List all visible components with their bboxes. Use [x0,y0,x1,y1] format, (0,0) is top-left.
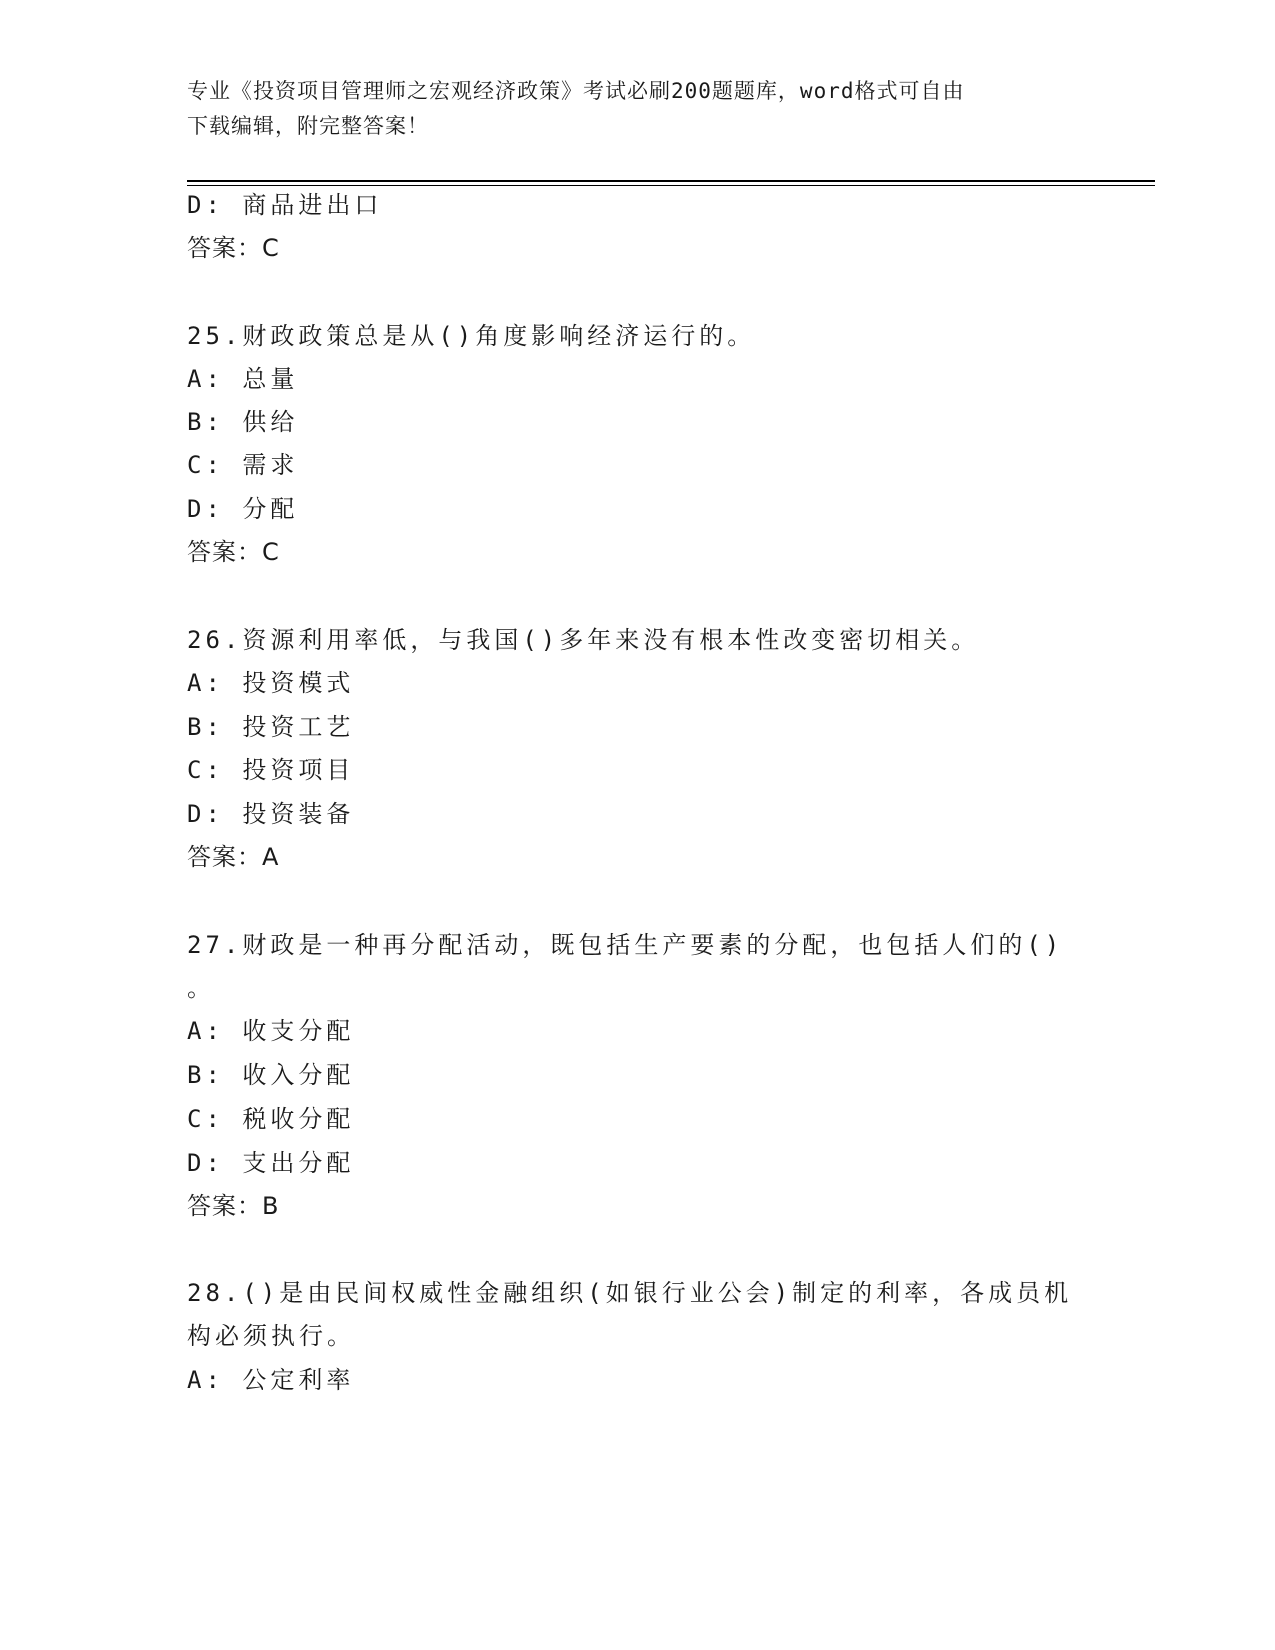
question-27-stem-line-1: 27.财政是一种再分配活动，既包括生产要素的分配，也包括人们的() [187,931,1064,959]
question-25-option-b: B: 供给 [187,408,299,436]
question-28-stem-line-1: 28.()是由民间权威性金融组织(如银行业公会)制定的利率，各成员机 [187,1279,1073,1307]
question-25-option-c: C: 需求 [187,451,299,479]
question-26-option-c: C: 投资项目 [187,756,355,784]
question-26-option-b: B: 投资工艺 [187,713,355,741]
question-27-option-b: B: 收入分配 [187,1061,355,1089]
header-line-2: 下载编辑，附完整答案！ [187,114,429,138]
question-27-option-a: A: 收支分配 [187,1017,355,1045]
question-25-option-d: D: 分配 [187,495,299,523]
header-line-1: 专业《投资项目管理师之宏观经济政策》考试必刷200题题库，word格式可自由 [187,79,965,103]
question-26-option-d: D: 投资装备 [187,800,355,828]
question-25-stem: 25.财政政策总是从()角度影响经济运行的。 [187,322,756,350]
question-27-answer: 答案：B [187,1192,280,1220]
answer-line: 答案：C [187,234,280,262]
question-27-option-d: D: 支出分配 [187,1149,355,1177]
question-26-answer: 答案：A [187,843,280,871]
question-27-option-c: C: 税收分配 [187,1105,355,1133]
header-divider-thick [187,180,1155,182]
question-25-answer: 答案：C [187,538,280,566]
header-divider-thin [187,185,1155,186]
document-header [187,74,1087,144]
question-25-option-a: A: 总量 [187,365,299,393]
question-28-stem-line-2: 构必须执行。 [187,1322,355,1350]
question-27-stem-line-2: 。 [187,974,215,1002]
question-26-stem: 26.资源利用率低，与我国()多年来没有根本性改变密切相关。 [187,626,980,654]
question-26-option-a: A: 投资模式 [187,669,355,697]
question-28-option-a: A: 公定利率 [187,1366,355,1394]
option-d: D: 商品进出口 [187,191,383,219]
